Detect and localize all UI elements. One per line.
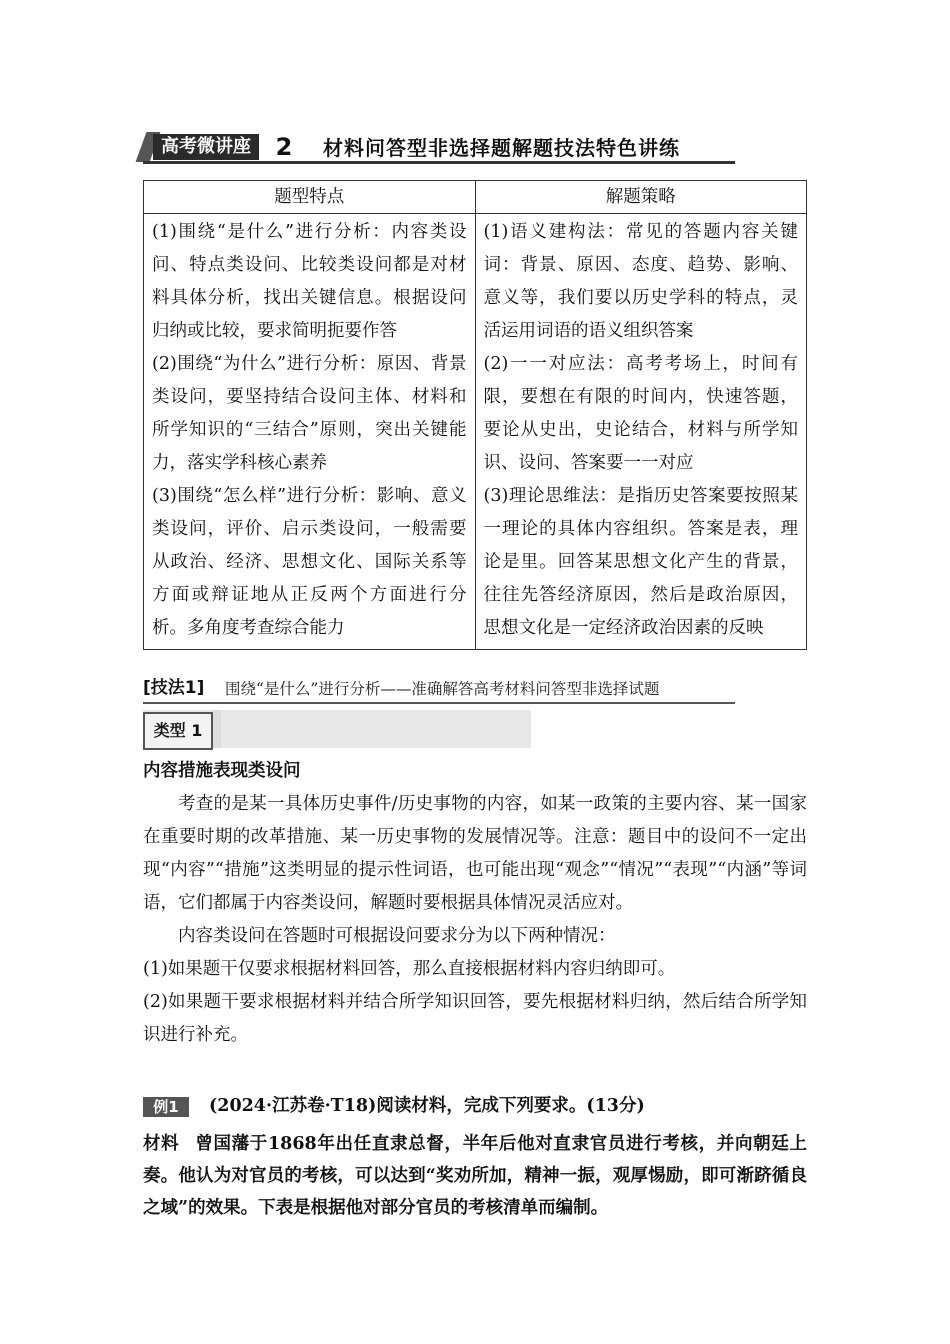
paragraph: (1)如果题干仅要求根据材料回答，那么直接根据材料内容归纳即可。: [143, 959, 676, 979]
table-row: [144, 214, 807, 650]
paragraph: (2)如果题干要求根据材料并结合所学知识回答，要先根据材料归纳，然后结合所学知识进行补充。: [143, 992, 807, 1045]
material-label: 材料: [143, 1134, 180, 1154]
table-header-strategies: 解题策略: [475, 181, 807, 214]
strategy-item: (2)一一对应法：高考考场上，时间有限，要想在有限的时间内，快速答题，要论从史出，史论结合，材料与所学知识、设问、答案要一一对应: [483, 354, 798, 473]
feature-item: (2)围绕“为什么”进行分析：原因、背景类设问，要坚持结合设问主体、材料和所学知识的“三结合”原则，突出关键能力，落实学科核心素养: [152, 354, 467, 473]
feature-item: (3)围绕“怎么样”进行分析：影响、意义类设问，评价、启示类设问，一般需要从政治、经济、思想文化、国际关系等方面或辩证地从正反两个方面进行分析。多角度考查综合能力: [152, 486, 467, 638]
banner-number: 2: [275, 133, 293, 161]
material-block: [143, 1128, 807, 1224]
section-heading: 内容措施表现类设问: [143, 761, 301, 781]
strategy-table: [143, 180, 807, 650]
example-line: [143, 1093, 645, 1119]
paragraph: 考查的是某一具体历史事件/历史事物的内容，如某一政策的主要内容、某一国家在重要时期的改革措施、某一历史事物的发展情况等。注意：题目中的设问不一定出现“内容”“措施”这类明显的提示性词语，也可能出现“观念”“情况”“表现”“内涵”等词语，它们都属于内容类设问，解题时要根据具体情况灵活应对。: [143, 794, 807, 913]
paragraph: 内容类设问在答题时可根据设问要求分为以下两种情况：: [178, 926, 616, 946]
type-bar-edge: [213, 710, 221, 748]
strategy-item: (1)语义建构法：常见的答题内容关键词：背景、原因、态度、趋势、影响、意义等，我们要以历史学科的特点，灵活运用词语的语义组织答案: [483, 222, 798, 341]
skill-text: 围绕“是什么”进行分析——准确解答高考材料问答型非选择试题: [225, 680, 660, 698]
type-label: 类型 1: [143, 712, 213, 750]
table-header-features: 题型特点: [144, 181, 476, 214]
example-text: (2024·江苏卷·T18)阅读材料，完成下列要求。(13分): [209, 1096, 645, 1116]
skill-label: [技法1]: [143, 678, 205, 698]
table-header-row: [144, 181, 807, 214]
lecture-banner: [143, 130, 735, 166]
body-text: [143, 788, 807, 1052]
banner-underline: [143, 161, 735, 164]
strategy-item: (3)理论思维法：是指历史答案要按照某一理论的具体内容组织。答案是表，理论是里。回答某思想文化产生的背景，往往先答经济原因，然后是政治原因，思想文化是一定经济政治因素的反映: [483, 486, 798, 638]
feature-item: (1)围绕“是什么”进行分析：内容类设问、特点类设问、比较类设问都是对材料具体分析，找出关键信息。根据设问归纳或比较，要求简明扼要作答: [152, 222, 467, 341]
strategies-cell: [475, 214, 807, 650]
skill-heading: [143, 676, 735, 704]
example-badge: 例1: [143, 1097, 189, 1117]
type-bar: [143, 710, 531, 748]
features-cell: [144, 214, 476, 650]
banner-title: 材料问答型非选择题解题技法特色讲练: [323, 136, 680, 160]
material-text: 曾国藩于1868年出任直隶总督，半年后他对直隶官员进行考核，并向朝廷上奏。他认为对官员的考核，可以达到“奖劝所加，精神一振，观厚惕励，即可渐跻循良之域”的效果。下表是根据他对部分官员的考核清单而编制。: [143, 1134, 807, 1218]
banner-tag: 高考微讲座: [153, 134, 259, 160]
